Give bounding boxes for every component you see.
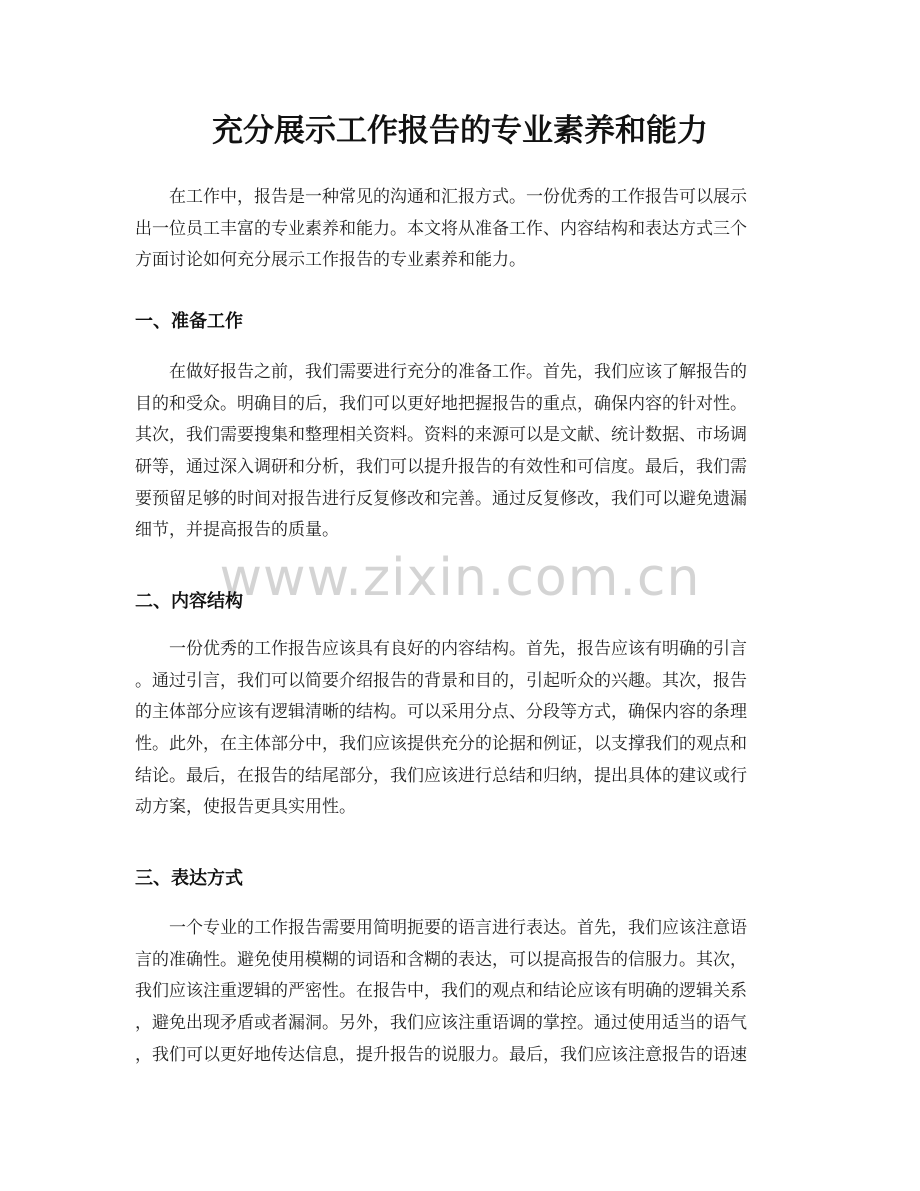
paragraph-line: 言的准确性。避免使用模糊的词语和含糊的表达，可以提高报告的信服力。其次， bbox=[135, 949, 747, 970]
paragraph-line: 在工作中，报告是一种常见的沟通和汇报方式。一份优秀的工作报告可以展示 bbox=[169, 187, 747, 207]
paragraph-line: 研等，通过深入调研和分析，我们可以提升报告的有效性和可信度。最后，我们需 bbox=[135, 457, 747, 478]
paragraph-line: 的主体部分应该有逻辑清晰的结构。可以采用分点、分段等方式，确保内容的条理 bbox=[135, 702, 747, 723]
section-paragraph-structure bbox=[135, 634, 795, 824]
paragraph-line: 要预留足够的时间对报告进行反复修改和完善。通过反复修改，我们可以避免遗漏 bbox=[135, 488, 747, 509]
paragraph-line: 在做好报告之前，我们需要进行充分的准备工作。首先，我们应该了解报告的 bbox=[169, 362, 747, 382]
paragraph-line: 细节，并提高报告的质量。 bbox=[135, 520, 339, 541]
paragraph-line: 我们应该注重逻辑的严密性。在报告中，我们的观点和结论应该有明确的逻辑关系 bbox=[135, 981, 747, 1002]
paragraph-line: ，避免出现矛盾或者漏洞。另外，我们应该注重语调的掌控。通过使用适当的语气 bbox=[135, 1013, 747, 1034]
watermark: www.zixin.com.cn bbox=[219, 548, 701, 608]
paragraph-line: 性。此外，在主体部分中，我们应该提供充分的论据和例证，以支撑我们的观点和 bbox=[135, 734, 747, 755]
section-heading-preparation: 一、准备工作 bbox=[135, 311, 243, 332]
paragraph-line: 。通过引言，我们可以简要介绍报告的背景和目的，引起听众的兴趣。其次，报告 bbox=[135, 670, 747, 691]
section-heading-structure: 二、内容结构 bbox=[135, 591, 243, 612]
paragraph-line: 结论。最后，在报告的结尾部分，我们应该进行总结和归纳，提出具体的建议或行 bbox=[135, 765, 747, 786]
paragraph-line: 一份优秀的工作报告应该具有良好的内容结构。首先，报告应该有明确的引言 bbox=[169, 639, 747, 659]
paragraph-line: 目的和受众。明确目的后，我们可以更好地把握报告的重点，确保内容的针对性。 bbox=[135, 393, 747, 414]
intro-paragraph bbox=[135, 182, 795, 277]
section-paragraph-expression bbox=[135, 913, 795, 1071]
paragraph-line: 一个专业的工作报告需要用简明扼要的语言进行表达。首先，我们应该注意语 bbox=[169, 918, 747, 938]
paragraph-line: 出一位员工丰富的专业素养和能力。本文将从准备工作、内容结构和表达方式三个 bbox=[135, 218, 747, 239]
section-heading-expression: 三、表达方式 bbox=[135, 868, 243, 889]
paragraph-line: 其次，我们需要搜集和整理相关资料。资料的来源可以是文献、统计数据、市场调 bbox=[135, 425, 747, 446]
section-paragraph-preparation bbox=[135, 357, 795, 547]
paragraph-line: 动方案，使报告更具实用性。 bbox=[135, 797, 356, 818]
document-title: 充分展示工作报告的专业素养和能力 bbox=[212, 113, 708, 149]
paragraph-line: 方面讨论如何充分展示工作报告的专业素养和能力。 bbox=[135, 250, 526, 271]
paragraph-line: ，我们可以更好地传达信息，提升报告的说服力。最后，我们应该注意报告的语速 bbox=[135, 1044, 747, 1065]
